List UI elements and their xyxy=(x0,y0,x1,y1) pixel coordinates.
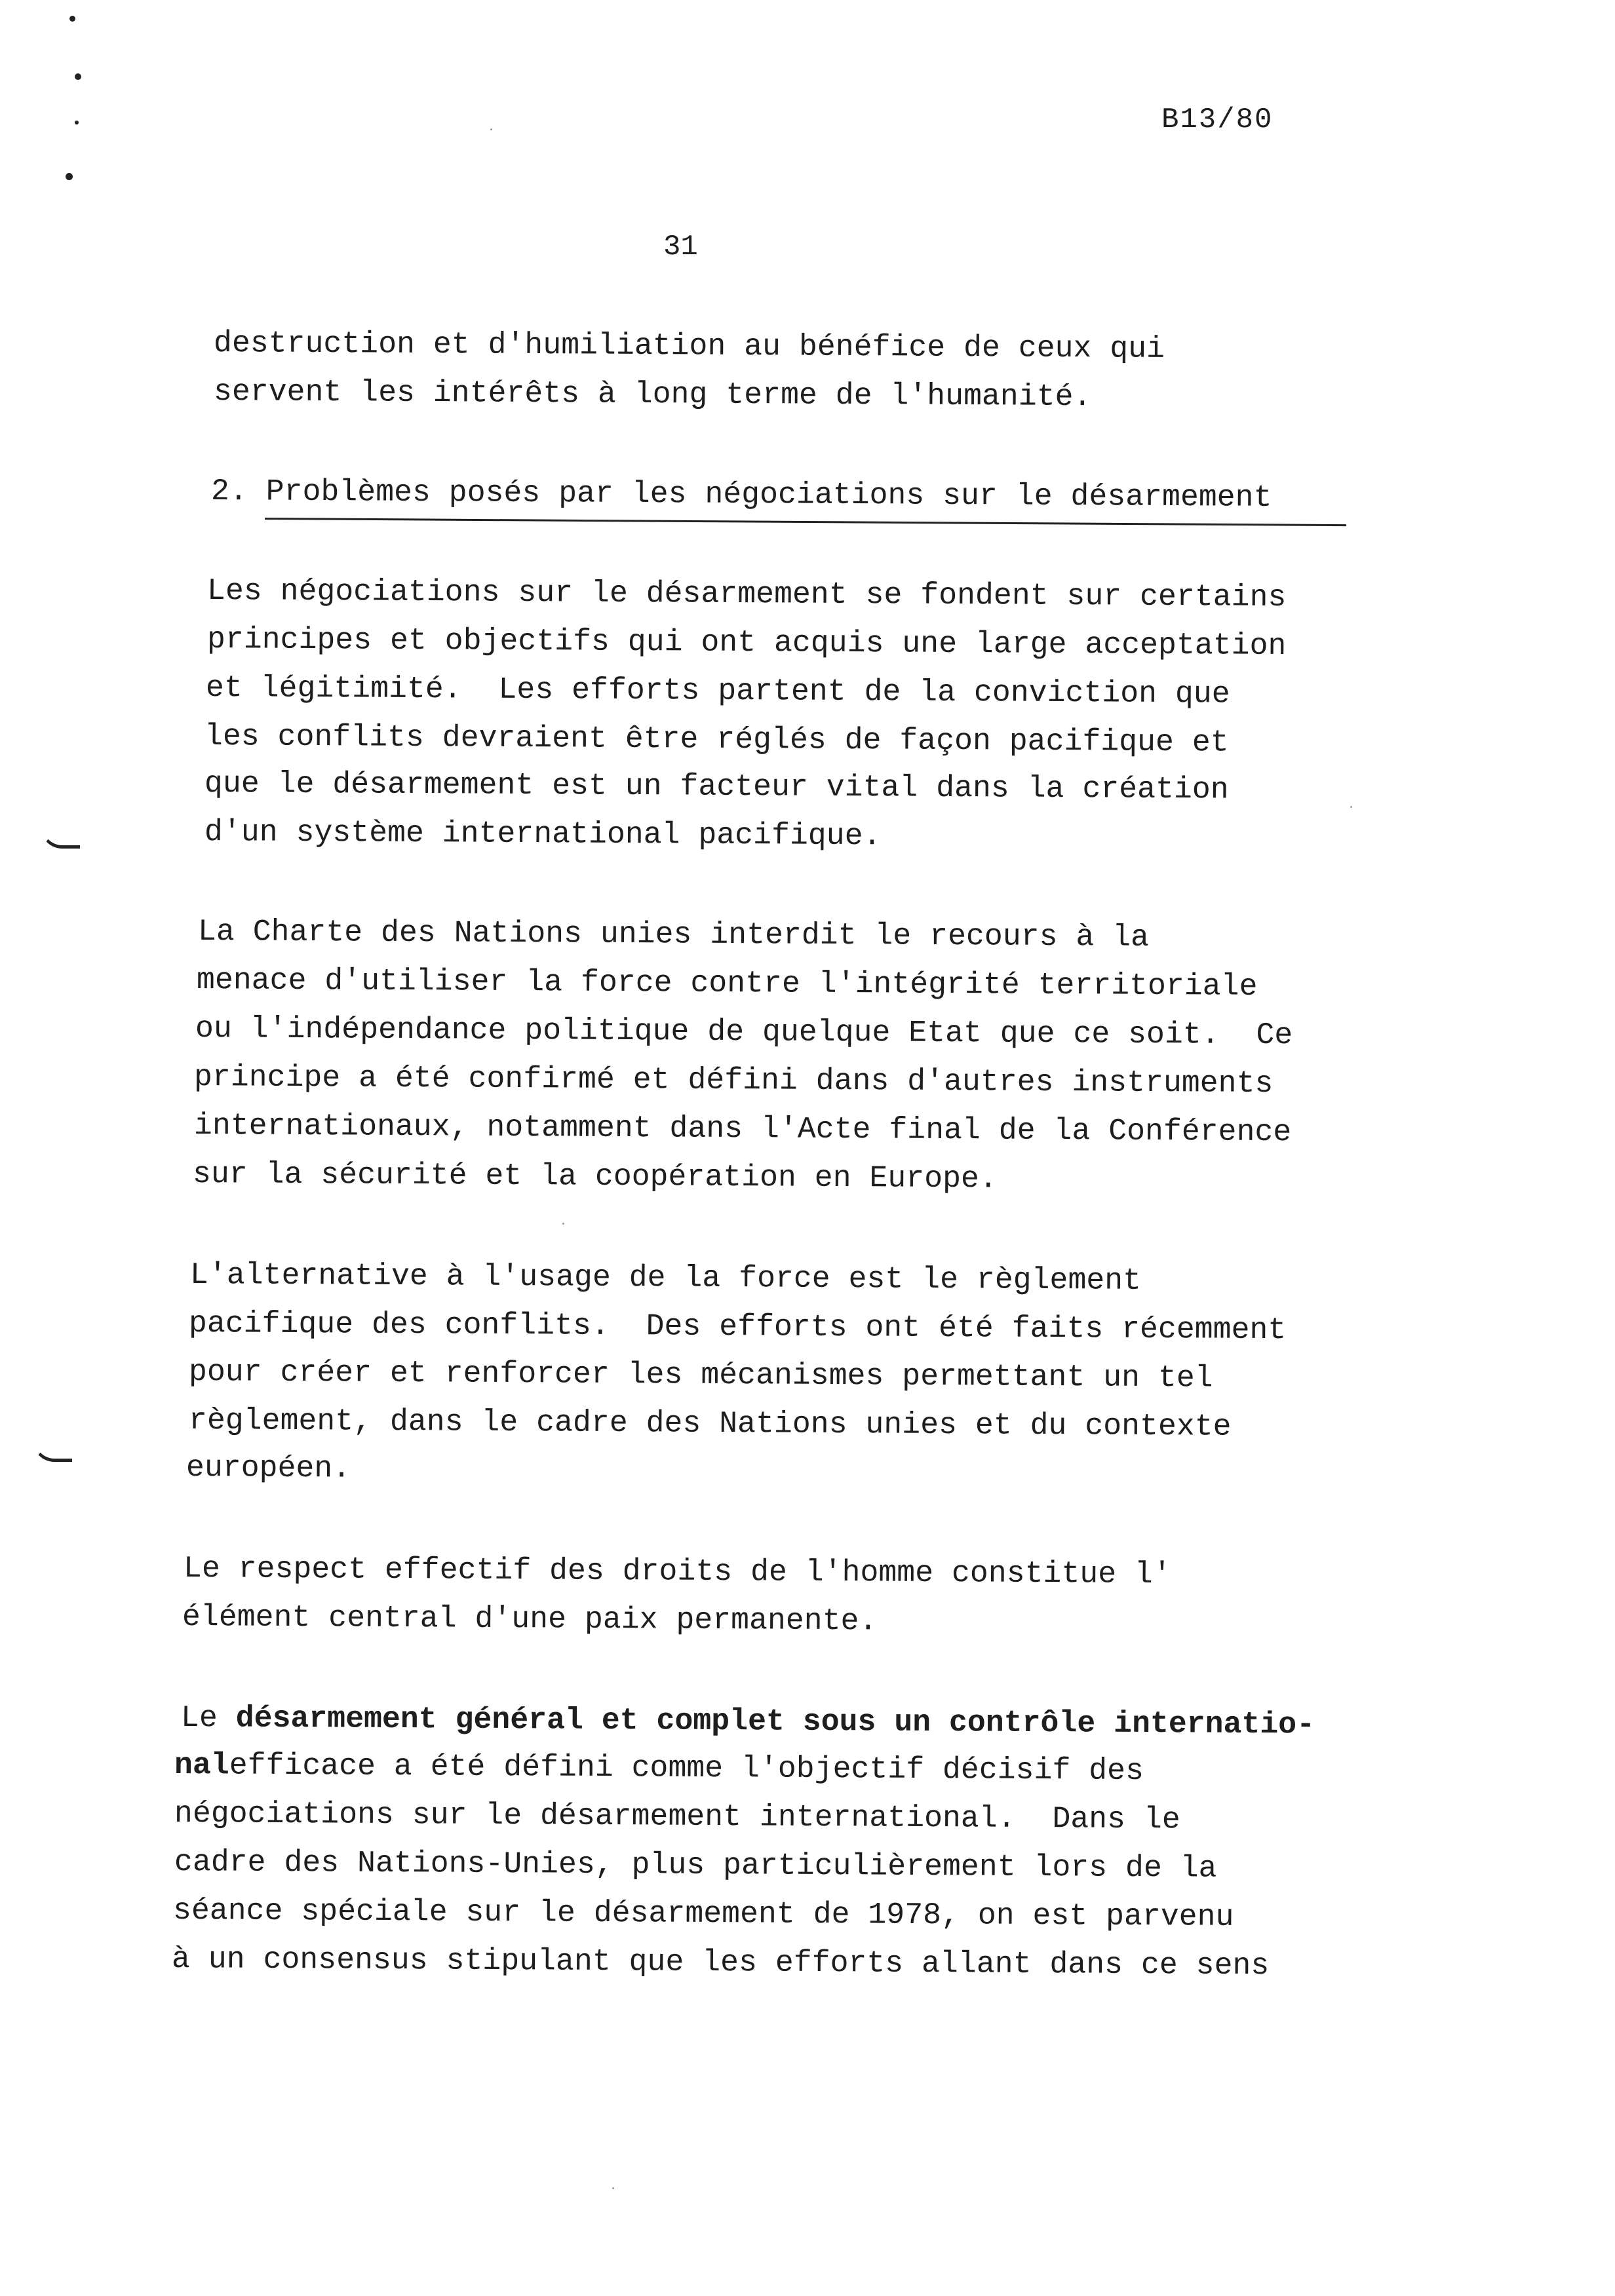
margin-dot xyxy=(75,73,81,80)
margin-dot xyxy=(69,16,75,22)
text-line: Les négociations sur le désarmement se fondent sur certains xyxy=(206,573,1287,615)
text-line: cadre des Nations-Unies, plus particulièrement lors de la xyxy=(174,1845,1217,1886)
text-line: principe a été confirmé et défini dans d'autres instruments xyxy=(193,1060,1274,1101)
text-run: efficace a été défini comme l'objectif décisif des xyxy=(229,1748,1144,1789)
text-line: séance spéciale sur le désarmement de 1978, on est parvenu xyxy=(172,1893,1234,1934)
text-run: Le xyxy=(180,1700,236,1736)
text-line: à un consensus stipulant que les efforts allant dans ce sens xyxy=(171,1942,1270,1983)
scan-speck xyxy=(490,128,492,130)
text-line: destruction et d'humiliation au bénéfice de ceux qui xyxy=(213,326,1165,366)
text-line: règlement, dans le cadre des Nations unies et du contexte xyxy=(188,1403,1232,1444)
text-line: sur la sécurité et la coopération en Europe. xyxy=(192,1157,998,1196)
text-line: principes et objectifs qui ont acquis une large acceptation xyxy=(206,622,1287,664)
margin-dot xyxy=(66,173,73,180)
text-line: élément central d'une paix permanente. xyxy=(182,1599,878,1639)
text-line: d'un système international pacifique. xyxy=(204,814,882,854)
section-heading: 2. Problèmes posés par les négociations sur le désarmement xyxy=(210,474,1272,515)
text-line: servent les intérêts à long terme de l'humanité. xyxy=(213,374,1092,415)
text-line: menace d'utiliser la force contre l'intégrité territoriale xyxy=(196,963,1258,1004)
margin-bracket-mark xyxy=(33,1440,72,1462)
text-line: La Charte des Nations unies interdit le recours à la xyxy=(197,914,1150,955)
text-line: internationaux, notamment dans l'Acte final de la Conférence xyxy=(193,1108,1292,1150)
text-line: négociations sur le désarmement international. Dans le xyxy=(174,1796,1180,1837)
scan-speck xyxy=(612,2187,614,2189)
text-line: les conflits devraient être réglés de façon pacifique et xyxy=(204,719,1229,760)
text-line xyxy=(174,1746,1144,1791)
margin-dot xyxy=(75,121,79,124)
text-line: européen. xyxy=(185,1450,351,1486)
margin-bracket-mark xyxy=(41,827,80,849)
text-line: et légitimité. Les efforts partent de la conviction que xyxy=(205,670,1230,712)
text-line: que le désarmement est un facteur vital dans la création xyxy=(204,766,1229,807)
heading-underline xyxy=(265,518,1346,526)
text-line: Le respect effectif des droits de l'homme constitue l' xyxy=(183,1551,1171,1592)
document-reference: B13/80 xyxy=(1161,104,1274,136)
bold-text-run: nal xyxy=(174,1748,229,1783)
text-line: pacifique des conflits. Des efforts ont été faits récemment xyxy=(188,1306,1287,1348)
text-line: L'alternative à l'usage de la force est le règlement xyxy=(189,1257,1142,1298)
text-line: pour créer et renforcer les mécanismes permettant un tel xyxy=(188,1354,1213,1396)
scan-speck xyxy=(562,1223,564,1225)
text-line: ou l'indépendance politique de quelque Etat que ce soit. Ce xyxy=(195,1011,1293,1053)
text-line xyxy=(181,1698,1315,1745)
scan-speck xyxy=(1350,806,1352,808)
page-number: 31 xyxy=(663,231,698,263)
bold-text-run: désarmement général et complet sous un contrôle internatio- xyxy=(235,1700,1315,1742)
